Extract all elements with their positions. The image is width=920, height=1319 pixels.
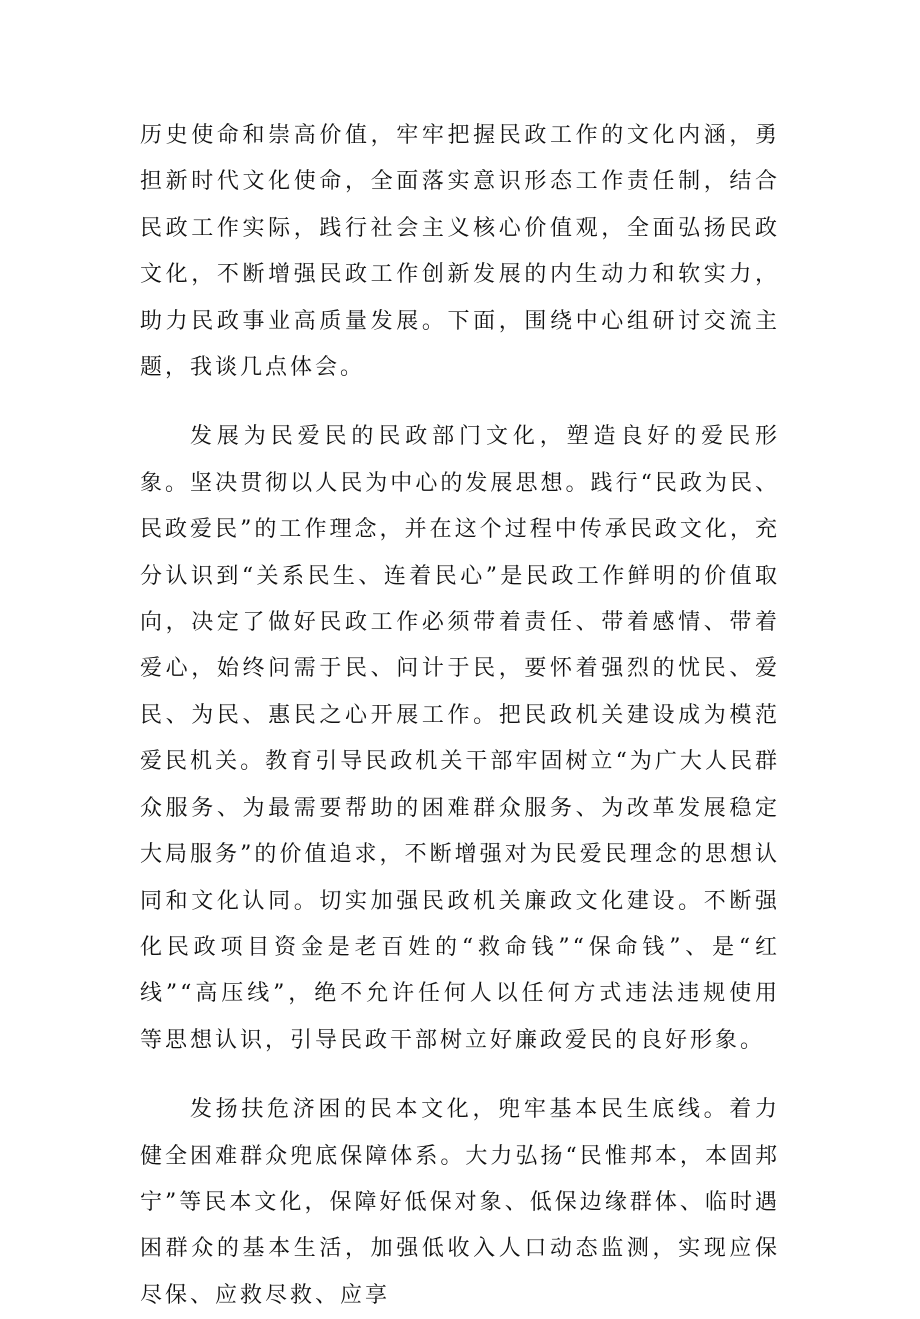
document-body xyxy=(140,113,780,1319)
paragraph-2: 发展为民爱民的民政部门文化，塑造良好的爱民形象。坚决贯彻以人民为中心的发展思想。践行“民政为民、民政爱民”的工作理念，并在这个过程中传承民政文化，充分认识到“关系民生、连着民心”是民政工作鲜明的价值取向，决定了做好民政工作必须带着责任、带着感情、带着爱心，始终问需于民、问计于民，要怀着强烈的忧民、爱民、为民、惠民之心开展工作。把民政机关建设成为模范爱民机关。教育引导民政机关干部牢固树立“为广大人民群众服务、为最需要帮助的困难群众服务、为改革发展稳定大局服务”的价值追求，不断增强对为民爱民理念的思想认同和文化认同。切实加强民政机关廉政文化建设。不断强化民政项目资金是老百姓的“救命钱”“保命钱”、是“红线”“高压线”，绝不允许任何人以任何方式违法违规使用等思想认识，引导民政干部树立好廉政爱民的良好形象。 xyxy=(140,424,780,1053)
paragraph-1: 历史使命和崇高价值，牢牢把握民政工作的文化内涵，勇担新时代文化使命，全面落实意识形态工作责任制，结合民政工作实际，践行社会主义核心价值观，全面弘扬民政文化，不断增强民政工作创新发展的内生动力和软实力，助力民政事业高质量发展。下面，围绕中心组研讨交流主题，我谈几点体会。 xyxy=(140,123,780,381)
paragraph-3: 发扬扶危济困的民本文化，兜牢基本民生底线。着力健全困难群众兜底保障体系。大力弘扬“民惟邦本，本固邦宁”等民本文化，保障好低保对象、低保边缘群体、临时遇困群众的基本生活，加强低收入人口动态监测，实现应保尽保、应救尽救、应享 xyxy=(140,1097,780,1308)
